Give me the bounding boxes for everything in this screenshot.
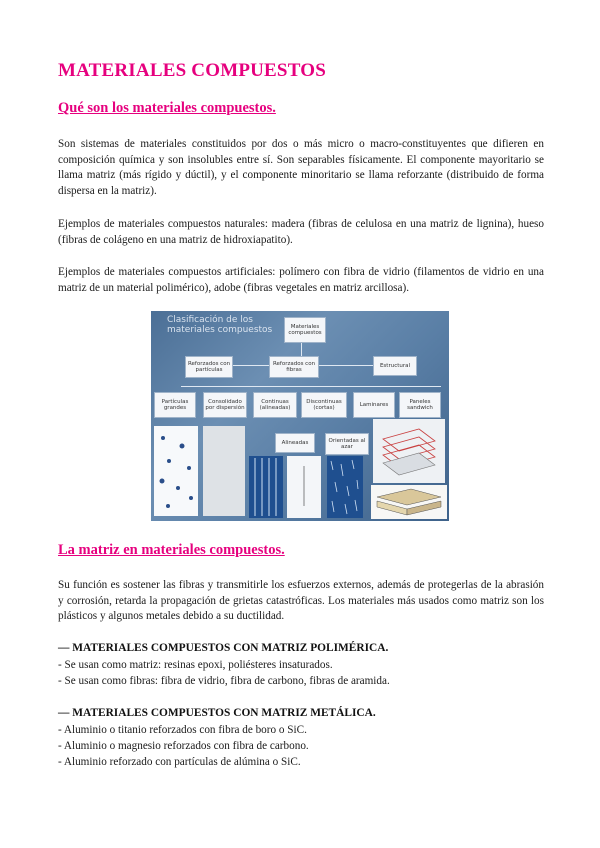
diagram-box-random: Orientadas al azar xyxy=(325,433,369,455)
list-item: - Aluminio o magnesio reforzados con fibra de carbono. xyxy=(58,740,309,752)
classification-diagram-image xyxy=(151,311,449,521)
sandwich-panel-illustration xyxy=(371,485,447,519)
diagram-box-structural: Estructural xyxy=(373,356,417,376)
laminar-illustration xyxy=(373,419,445,483)
diagram-box-laminar: Laminares xyxy=(353,392,395,418)
list-item: - Aluminio o titanio reforzados con fibra de boro o SiC. xyxy=(58,724,307,736)
list-item: - Aluminio reforzado con partículas de alúmina o SiC. xyxy=(58,756,301,768)
diagram-title: Clasificación de los materiales compuestos xyxy=(167,315,273,335)
diagram-box-large-particles: Partículas grandes xyxy=(154,392,196,418)
paragraph-definition: Son sistemas de materiales constituidos por dos o más micro o macro-constituyentes que difieren en composición química y son insolubles entre sí. Son separables físicamente. El componente mayoritario se llama matriz (más rígido y dúctil), y el componente minoritario se llama reforzante (distribuido de forma dispersa en la matriz). xyxy=(58,138,544,197)
section-heading-what-are: Qué son los materiales compuestos. xyxy=(58,100,276,116)
diagram-box-particles: Reforzados con partículas xyxy=(185,356,233,378)
page-title: MATERIALES COMPUESTOS xyxy=(58,60,326,81)
diagram-box-sandwich: Paneles sandwich xyxy=(399,392,441,418)
diagram-box-fibers: Reforzados con fibras xyxy=(269,356,319,378)
diagram-box-dispersion: Consolidado por dispersión xyxy=(203,392,247,418)
diagram-box-aligned: Alineadas xyxy=(275,433,315,453)
metal-matrix-list xyxy=(58,722,309,770)
list-item: - Se usan como fibras: fibra de vidrio, fibra de carbono, fibras de aramida. xyxy=(58,675,390,687)
subheading-polymer-matrix: — MATERIALES COMPUESTOS CON MATRIZ POLIMÉRICA. xyxy=(58,642,389,654)
diagram-box-continuous: Continuas (alineadas) xyxy=(253,392,297,418)
aligned-fibers-illustration xyxy=(287,456,321,518)
section-heading-matrix: La matriz en materiales compuestos. xyxy=(58,542,285,558)
dispersion-illustration xyxy=(203,426,245,516)
diagram-root-box: Materiales compuestos xyxy=(284,317,326,343)
continuous-fibers-illustration xyxy=(249,456,283,518)
random-fibers-illustration xyxy=(327,456,363,518)
paragraph-artificial-examples: Ejemplos de materiales compuestos artificiales: polímero con fibra de vidrio (filamentos de vidrio en una matriz de un material polimérico), adobe (fibras vegetales en matriz arcillosa). xyxy=(58,266,544,294)
paragraph-matrix-function: Su función es sostener las fibras y transmitirle los esfuerzos externos, además de protegerlas de la abrasión y corrosión, retarda la propagación de grietas catastróficas. Los materiales más usados como matriz son los plásticos y algunos metales debido a su ductilidad. xyxy=(58,579,544,622)
list-item: - Se usan como matriz: resinas epoxi, poliésteres insaturados. xyxy=(58,659,333,671)
large-particles-illustration xyxy=(154,426,198,516)
paragraph-natural-examples: Ejemplos de materiales compuestos naturales: madera (fibras de celulosa en una matriz de lignina), hueso (fibras de colágeno en una matriz de hidroxiapatito). xyxy=(58,218,544,246)
polymer-matrix-list xyxy=(58,657,390,689)
diagram-box-discontinuous: Discontinuas (cortas) xyxy=(301,392,347,418)
subheading-metal-matrix: — MATERIALES COMPUESTOS CON MATRIZ METÁLICA. xyxy=(58,707,376,719)
